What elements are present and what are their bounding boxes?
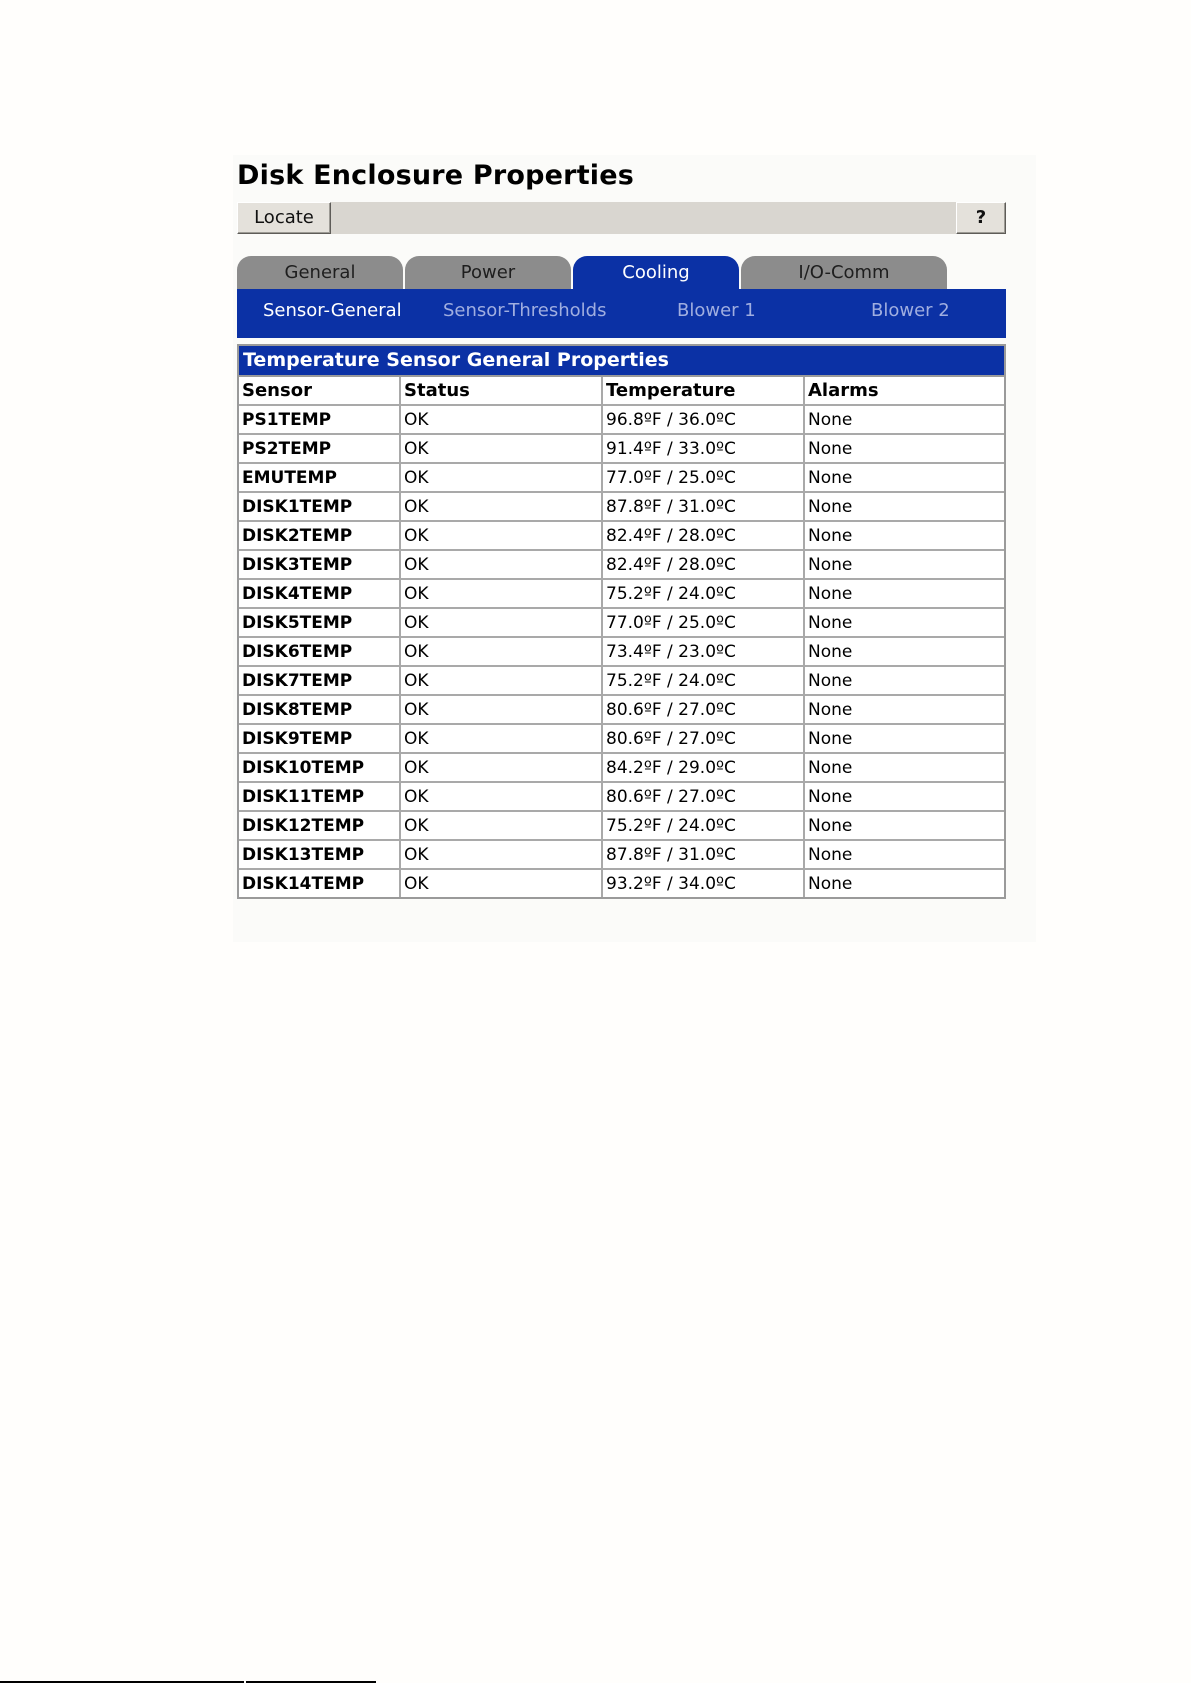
sensor-alarms: None [804,579,1004,608]
table-row [239,724,1004,753]
sensor-temperature: 91.4ºF / 33.0ºC [602,434,804,463]
sensor-status: OK [400,753,602,782]
table-row [239,608,1004,637]
column-header-sensor: Sensor [239,377,400,405]
sensor-name: DISK11TEMP [239,782,400,811]
sensor-alarms: None [804,405,1004,434]
sensor-alarms: None [804,550,1004,579]
sensor-alarms: None [804,753,1004,782]
sensor-alarms: None [804,869,1004,897]
sensor-name: DISK9TEMP [239,724,400,753]
tab-power[interactable]: Power [405,256,571,290]
sensor-name: DISK8TEMP [239,695,400,724]
sensor-status: OK [400,811,602,840]
sensor-status: OK [400,637,602,666]
sensor-temperature: 84.2ºF / 29.0ºC [602,753,804,782]
table-row [239,753,1004,782]
sensor-status: OK [400,608,602,637]
sensor-temperature: 80.6ºF / 27.0ºC [602,724,804,753]
table-row [239,782,1004,811]
subtab-blower-2[interactable]: Blower 2 [871,300,950,321]
sensor-alarms: None [804,521,1004,550]
sensor-temperature: 77.0ºF / 25.0ºC [602,608,804,637]
sensor-status: OK [400,434,602,463]
sensor-name: PS2TEMP [239,434,400,463]
table-row [239,521,1004,550]
sensor-temperature: 75.2ºF / 24.0ºC [602,579,804,608]
sensor-alarms: None [804,666,1004,695]
tab-cooling[interactable]: Cooling [573,256,739,290]
sensor-name: DISK5TEMP [239,608,400,637]
table-row [239,637,1004,666]
column-header-alarms: Alarms [804,377,1004,405]
sensor-temperature: 82.4ºF / 28.0ºC [602,550,804,579]
sensor-alarms: None [804,840,1004,869]
sensor-status: OK [400,724,602,753]
sensor-status: OK [400,521,602,550]
table-row [239,869,1004,897]
table-row [239,405,1004,434]
sensor-status: OK [400,579,602,608]
sensor-name: DISK13TEMP [239,840,400,869]
sensor-alarms: None [804,811,1004,840]
tab-bar [237,256,1006,290]
sensor-name: DISK3TEMP [239,550,400,579]
tab-general[interactable]: General [237,256,403,290]
sensor-name: EMUTEMP [239,463,400,492]
table-row [239,463,1004,492]
sensor-temperature: 80.6ºF / 27.0ºC [602,782,804,811]
sensor-name: PS1TEMP [239,405,400,434]
table-row [239,579,1004,608]
sensor-name: DISK1TEMP [239,492,400,521]
sensor-temperature: 87.8ºF / 31.0ºC [602,840,804,869]
subtab-sensor-general[interactable]: Sensor-General [263,300,402,321]
sensor-table [237,344,1006,899]
help-button[interactable]: ? [956,202,1006,234]
column-header-temperature: Temperature [602,377,804,405]
table-row [239,840,1004,869]
sensor-alarms: None [804,724,1004,753]
sensor-status: OK [400,869,602,897]
sensor-alarms: None [804,608,1004,637]
sensor-temperature: 80.6ºF / 27.0ºC [602,695,804,724]
sensor-temperature: 73.4ºF / 23.0ºC [602,637,804,666]
sensor-status: OK [400,492,602,521]
sensor-temperature: 75.2ºF / 24.0ºC [602,666,804,695]
table-header-row [239,377,1004,405]
table-caption: Temperature Sensor General Properties [239,346,1004,377]
column-header-status: Status [400,377,602,405]
sensor-status: OK [400,463,602,492]
sensor-alarms: None [804,782,1004,811]
table-row [239,492,1004,521]
sensor-temperature: 96.8ºF / 36.0ºC [602,405,804,434]
page-title: Disk Enclosure Properties [237,160,635,191]
subtab-sensor-thresholds[interactable]: Sensor-Thresholds [443,300,607,321]
locate-button[interactable]: Locate [237,202,331,234]
sensor-name: DISK6TEMP [239,637,400,666]
sensor-temperature: 93.2ºF / 34.0ºC [602,869,804,897]
toolbar [237,202,1006,234]
sensor-alarms: None [804,492,1004,521]
sensor-alarms: None [804,463,1004,492]
disk-enclosure-panel [233,155,1036,942]
sensor-name: DISK14TEMP [239,869,400,897]
sensor-temperature: 77.0ºF / 25.0ºC [602,463,804,492]
table-row [239,811,1004,840]
sensor-name: DISK2TEMP [239,521,400,550]
table-row [239,695,1004,724]
sensor-status: OK [400,550,602,579]
sensor-status: OK [400,782,602,811]
sensor-temperature: 87.8ºF / 31.0ºC [602,492,804,521]
sensor-name: DISK10TEMP [239,753,400,782]
sensor-alarms: None [804,637,1004,666]
subtab-blower-1[interactable]: Blower 1 [677,300,756,321]
table-row [239,434,1004,463]
table-row [239,550,1004,579]
table-row [239,666,1004,695]
sub-navigation [237,289,1006,338]
sensor-name: DISK7TEMP [239,666,400,695]
sensor-status: OK [400,840,602,869]
sensor-name: DISK12TEMP [239,811,400,840]
sensor-status: OK [400,405,602,434]
sensor-temperature: 82.4ºF / 28.0ºC [602,521,804,550]
sensor-status: OK [400,666,602,695]
sensor-name: DISK4TEMP [239,579,400,608]
sensor-alarms: None [804,695,1004,724]
sensor-status: OK [400,695,602,724]
tab-io-comm[interactable]: I/O-Comm [741,256,947,290]
sensor-temperature: 75.2ºF / 24.0ºC [602,811,804,840]
sensor-alarms: None [804,434,1004,463]
